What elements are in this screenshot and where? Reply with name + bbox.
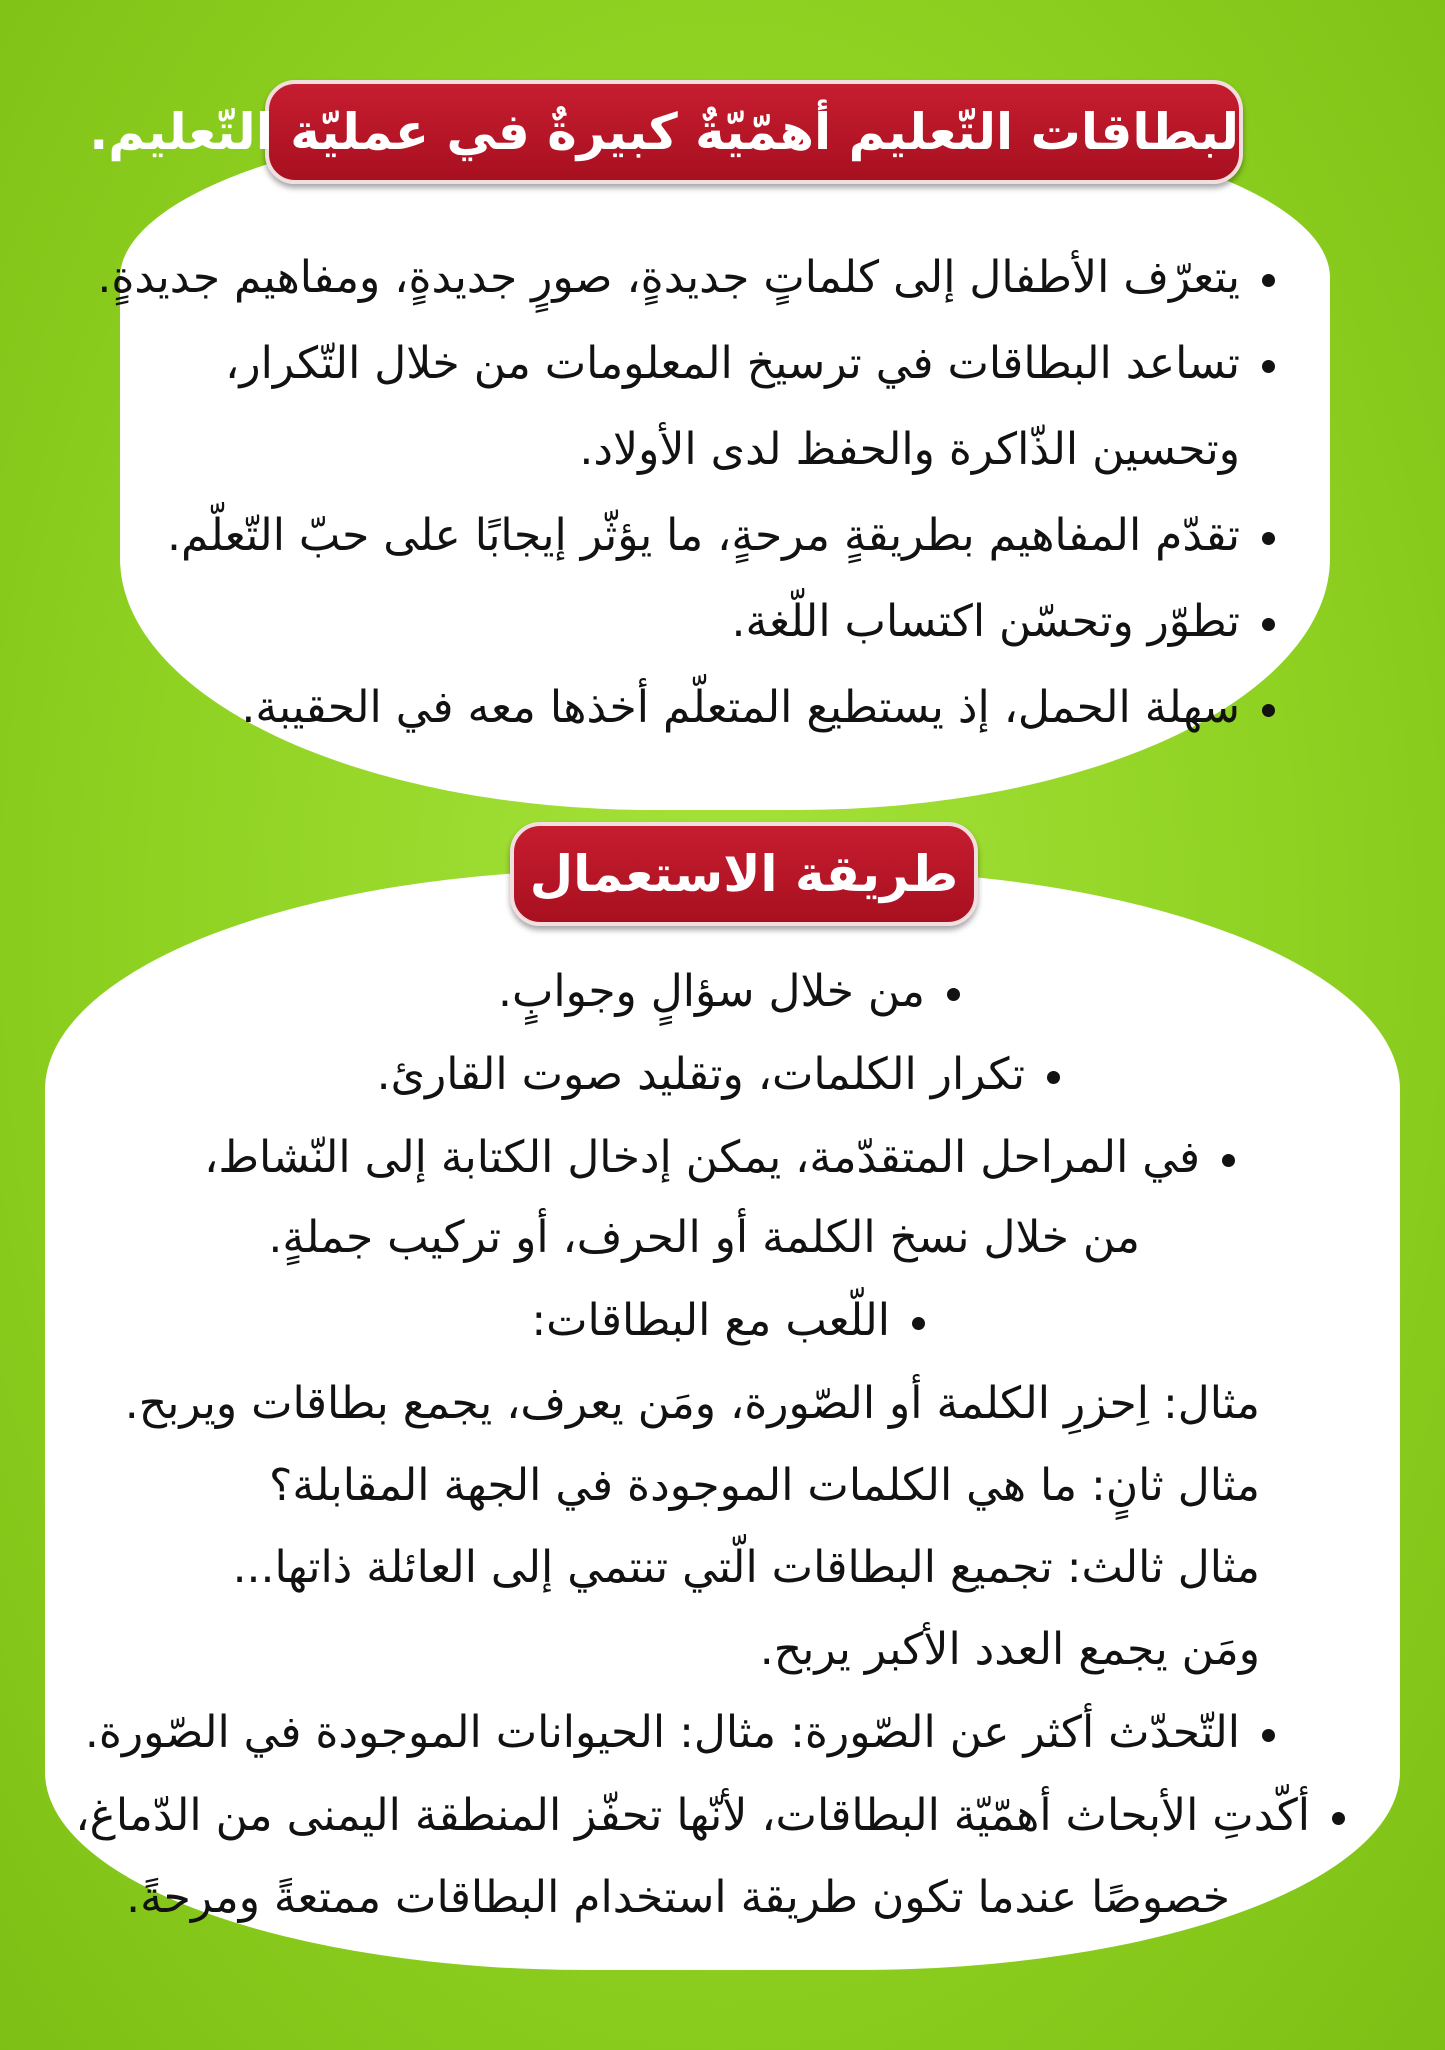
bullet-icon <box>1222 1154 1235 1167</box>
usage-item: في المراحل المتقدّمة، يمكن إدخال الكتابة إلى النّشاط، <box>204 1128 1235 1188</box>
bullet-icon <box>947 988 960 1001</box>
importance-item: تقدّم المفاهيم بطريقةٍ مرحةٍ، ما يؤثّر إيجابًا على حبّ التّعلّم. <box>97 493 1275 579</box>
bullet-icon <box>1262 618 1275 631</box>
usage-item: اللّعب مع البطاقات: <box>531 1291 925 1351</box>
usage-item-continuation: من خلال نسخ الكلمة أو الحرف، أو تركيب جملةٍ. <box>268 1212 1140 1263</box>
importance-item: سهلة الحمل، إذ يستطيع المتعلّم أخذها معه في الحقيبة. <box>97 665 1275 751</box>
usage-title-banner: طريقة الاستعمال <box>510 822 978 926</box>
importance-item: تطوّر وتحسّن اكتساب اللّغة. <box>97 579 1275 665</box>
usage-example: مثال ثانٍ: ما هي الكلمات الموجودة في الجهة المقابلة؟ <box>269 1460 1260 1511</box>
bullet-icon <box>1262 532 1275 545</box>
usage-example: مثال: اِحزرِ الكلمة أو الصّورة، ومَن يعرف، يجمع بطاقات ويربح. <box>124 1378 1260 1429</box>
usage-item-continuation: خصوصًا عندما تكون طريقة استخدام البطاقات ممتعةً ومرحةً. <box>126 1872 1230 1923</box>
importance-title-banner: لبطاقات التّعليم أهمّيّةٌ كبيرةٌ في عمليّة التّعليم. <box>265 80 1243 184</box>
bullet-icon <box>1262 274 1275 287</box>
usage-item: من خلال سؤالٍ وجوابٍ. <box>498 962 960 1022</box>
bullet-icon <box>912 1317 925 1330</box>
bullet-icon <box>1262 360 1275 373</box>
usage-item: أكّدتِ الأبحاث أهمّيّة البطاقات، لأنّها تحفّز المنطقة اليمنى من الدّماغ، <box>75 1786 1345 1846</box>
importance-item-continuation: وتحسين الذّاكرة والحفظ لدى الأولاد. <box>579 424 1240 475</box>
usage-item: تكرار الكلمات، وتقليد صوت القارئ. <box>377 1045 1060 1105</box>
usage-example: مثال ثالث: تجميع البطاقات الّتي تنتمي إلى العائلة ذاتها... <box>232 1542 1260 1593</box>
bullet-icon <box>1047 1071 1060 1084</box>
usage-item: التّحدّث أكثر عن الصّورة: مثال: الحيوانات الموجودة في الصّورة. <box>85 1703 1275 1763</box>
importance-list <box>97 235 1275 751</box>
importance-item: يتعرّف الأطفال إلى كلماتٍ جديدةٍ، صورٍ جديدةٍ، ومفاهيم جديدةٍ. <box>97 235 1275 321</box>
usage-example-continuation: ومَن يجمع العدد الأكبر يربح. <box>759 1624 1260 1675</box>
importance-item: تساعد البطاقات في ترسيخ المعلومات من خلال التّكرار، <box>97 321 1275 407</box>
bullet-icon <box>1262 704 1275 717</box>
bullet-icon <box>1262 1729 1275 1742</box>
bullet-icon <box>1332 1812 1345 1825</box>
